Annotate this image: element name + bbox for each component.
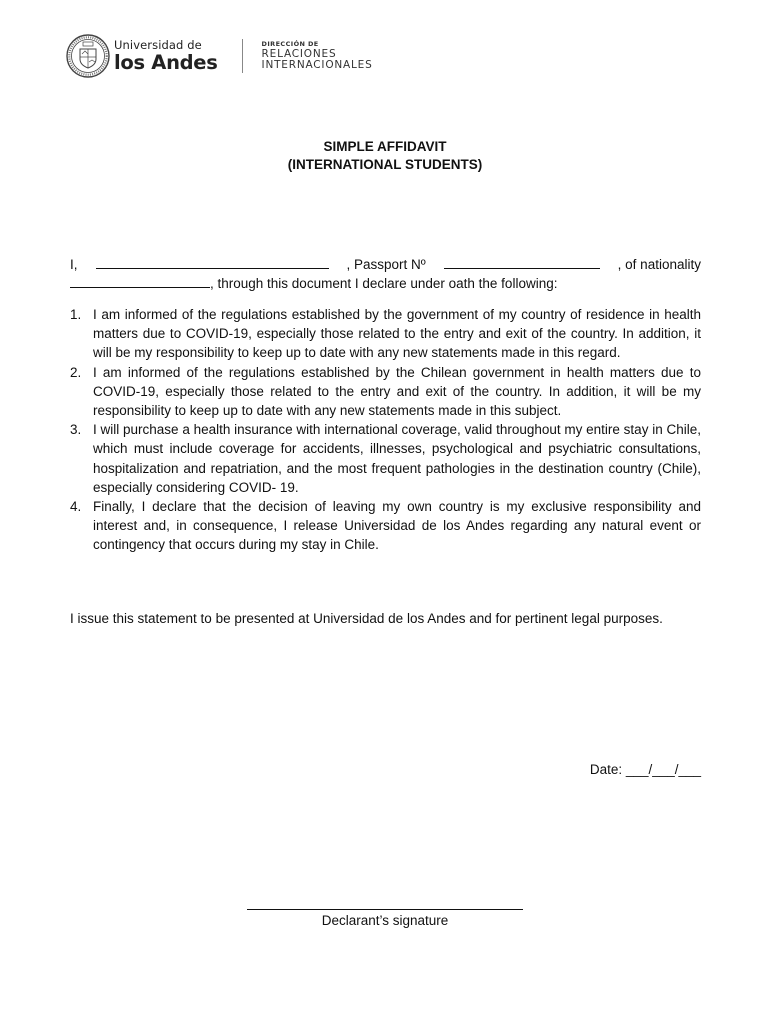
list-item	[70, 497, 701, 555]
declaration-list	[70, 305, 701, 555]
list-item-text: I am informed of the regulations established by the government of my country of residence in health matters due to COVID-19, especially those related to the entry and exit of the country. In addition, it will be my responsibility to keep up to date with any new statements made in this regard.	[93, 307, 701, 361]
passport-label: , Passport Nº	[346, 257, 426, 272]
document-title	[0, 138, 770, 174]
name-blank-field[interactable]	[96, 255, 329, 269]
university-name-small: Universidad de	[114, 37, 202, 52]
university-seal-icon	[66, 31, 110, 81]
intro-line-2	[70, 274, 701, 293]
closing-statement: I issue this statement to be presented at Universidad de los Andes and for pertinent legal purposes.	[70, 611, 663, 626]
date-field[interactable]: Date: ___/___/___	[589, 762, 701, 777]
title-line-2: (INTERNATIONAL STUDENTS)	[287, 157, 483, 172]
intro-line-1	[70, 255, 701, 274]
list-item-text: I am informed of the regulations established by the Chilean government in health matters due to COVID-19, especially those related to the entry and exit of the country. In addition, it will be my responsibility to keep up to date with any new statements made in this subject.	[93, 364, 701, 419]
nationality-label: , of nationality	[617, 257, 701, 272]
letterhead-divider	[242, 39, 243, 73]
list-item-number: 1.	[70, 307, 82, 322]
list-item-number: 4.	[70, 499, 82, 515]
department-name	[262, 41, 373, 72]
declarant-intro	[70, 255, 701, 293]
list-item	[70, 363, 701, 421]
department-line-2: INTERNACIONALES	[261, 59, 373, 72]
list-item	[70, 420, 701, 497]
oath-text: , through this document I declare under oath the following:	[210, 276, 558, 292]
title-line-1: SIMPLE AFFIDAVIT	[323, 139, 447, 154]
signature-line[interactable]	[247, 909, 523, 910]
list-item-text: Finally, I declare that the decision of leaving my own country is my exclusive responsibility and interest and, in consequence, I release Universidad de los Andes regarding any natural event or contingency that occurs during my stay in Chile.	[93, 499, 701, 553]
signature-label: Declarant’s signature	[321, 913, 449, 928]
intro-prefix: I,	[70, 257, 78, 272]
list-item-number: 3.	[70, 422, 82, 438]
passport-blank-field[interactable]	[444, 255, 600, 269]
department-line-1: RELACIONES	[261, 48, 337, 61]
nationality-blank-field[interactable]	[70, 274, 210, 288]
list-item-number: 2.	[70, 364, 82, 380]
university-name	[114, 37, 218, 74]
university-name-big: los Andes	[114, 51, 218, 74]
list-item	[70, 305, 701, 363]
department-small: DIRECCIÓN DE	[261, 39, 319, 48]
letterhead	[66, 30, 373, 82]
list-item-text: I will purchase a health insurance with international coverage, valid throughout my entire stay in Chile, which must include coverage for accidents, illnesses, psychological and psychiatric consultations, hospitalization and repatriation, and the most frequent pathologies in the destination country (Chile), especially considering COVID- 19.	[93, 422, 701, 495]
